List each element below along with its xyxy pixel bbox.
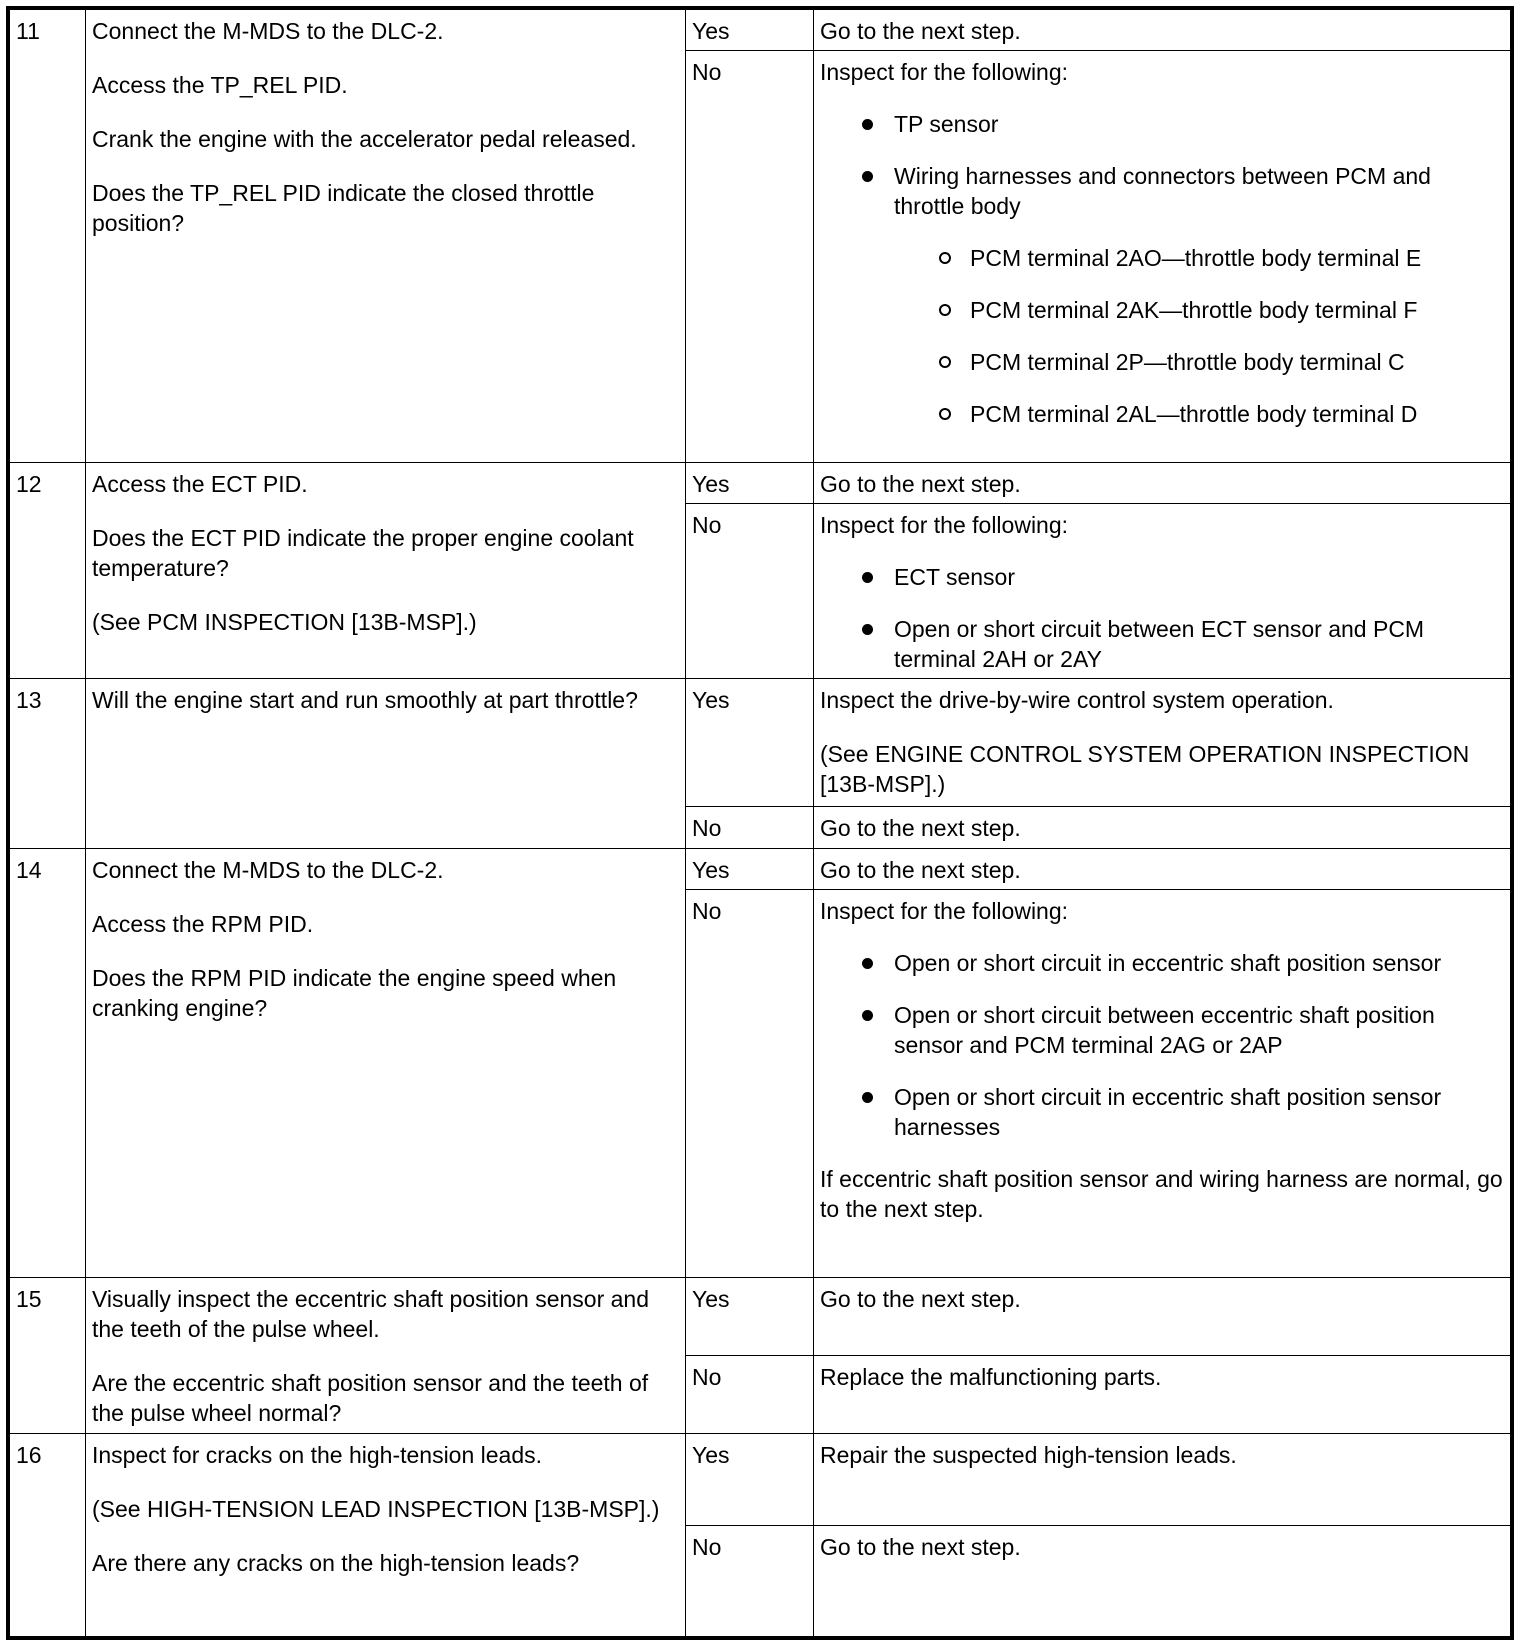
sub-bullet-item: PCM terminal 2AL—throttle body terminal D bbox=[970, 399, 1504, 429]
no-action: Inspect for the following: Open or short circuit in eccentric shaft position sensor Open or short circuit between eccentric shaft position sensor and PCM terminal 2AG or 2AP Open or short circuit in eccentric shaft position sensor harnesses If eccentric shaft position sensor and wiring harness are normal, go to the next step. bbox=[814, 890, 1511, 1278]
yes-label: Yes bbox=[686, 679, 814, 807]
sub-bullet-item: PCM terminal 2AO—throttle body terminal E bbox=[970, 243, 1504, 273]
no-label: No bbox=[686, 504, 814, 679]
step-12-yes-row bbox=[10, 463, 1511, 504]
step-description: Connect the M-MDS to the DLC-2. Access the TP_REL PID. Crank the engine with the accelerator pedal released. Does the TP_REL PID indicate the closed throttle position? bbox=[86, 10, 686, 463]
no-action: Inspect for the following: TP sensor Wiring harnesses and connectors between PCM and throttle body PCM terminal 2AO—throttle body terminal E PCM terminal 2AK—throttle body terminal F PCM terminal 2P—throttle body terminal C PCM terminal 2AL—throttle body terminal D bbox=[814, 51, 1511, 463]
yes-label: Yes bbox=[686, 1278, 814, 1356]
yes-action: Inspect the drive-by-wire control system operation. (See ENGINE CONTROL SYSTEM OPERATION INSPECTION [13B-MSP].) bbox=[814, 679, 1511, 807]
note: If eccentric shaft position sensor and wiring harness are normal, go to the next step. bbox=[820, 1166, 1503, 1222]
bullet-item: Open or short circuit between ECT sensor and PCM terminal 2AH or 2AY bbox=[894, 614, 1504, 674]
yes-action: Repair the suspected high-tension leads. bbox=[814, 1434, 1511, 1526]
step-description: Will the engine start and run smoothly at part throttle? bbox=[86, 679, 686, 849]
step-number: 15 bbox=[10, 1278, 86, 1434]
yes-label: Yes bbox=[686, 10, 814, 51]
step-15-yes-row bbox=[10, 1278, 1511, 1356]
step-description: Connect the M-MDS to the DLC-2. Access the RPM PID. Does the RPM PID indicate the engine speed when cranking engine? bbox=[86, 849, 686, 1278]
step-11-yes-row bbox=[10, 10, 1511, 51]
step-number: 14 bbox=[10, 849, 86, 1278]
sub-bullet-item: PCM terminal 2AK—throttle body terminal F bbox=[970, 295, 1504, 325]
no-label: No bbox=[686, 51, 814, 463]
yes-action: Go to the next step. bbox=[814, 849, 1511, 890]
step-description: Access the ECT PID. Does the ECT PID indicate the proper engine coolant temperature? (See PCM INSPECTION [13B-MSP].) bbox=[86, 463, 686, 679]
no-action: Go to the next step. bbox=[814, 807, 1511, 849]
step-number: 11 bbox=[10, 10, 86, 463]
step-description: Inspect for cracks on the high-tension leads. (See HIGH-TENSION LEAD INSPECTION [13B-MSP].) Are there any cracks on the high-tension leads? bbox=[86, 1434, 686, 1637]
no-label: No bbox=[686, 1526, 814, 1637]
step-13-yes-row bbox=[10, 679, 1511, 807]
no-label: No bbox=[686, 807, 814, 849]
bullet-item: Open or short circuit in eccentric shaft position sensor bbox=[894, 948, 1504, 978]
bullet-list bbox=[820, 948, 1504, 1142]
no-label: No bbox=[686, 1356, 814, 1434]
bullet-item: Open or short circuit in eccentric shaft position sensor harnesses bbox=[894, 1082, 1504, 1142]
bullet-item: Wiring harnesses and connectors between PCM and throttle body PCM terminal 2AO—throttle body terminal E PCM terminal 2AK—throttle body terminal F PCM terminal 2P—throttle body terminal C PCM terminal 2AL—throttle body terminal D bbox=[894, 161, 1504, 429]
diagnostic-procedure-table bbox=[9, 9, 1511, 1637]
yes-action: Go to the next step. bbox=[814, 1278, 1511, 1356]
step-description: Visually inspect the eccentric shaft position sensor and the teeth of the pulse wheel. Are the eccentric shaft position sensor and the teeth of the pulse wheel normal? bbox=[86, 1278, 686, 1434]
no-action: Inspect for the following: ECT sensor Open or short circuit between ECT sensor and PCM terminal 2AH or 2AY bbox=[814, 504, 1511, 679]
bullet-list bbox=[820, 562, 1504, 674]
sub-bullet-list bbox=[894, 243, 1504, 429]
yes-label: Yes bbox=[686, 849, 814, 890]
step-14-yes-row bbox=[10, 849, 1511, 890]
bullet-item: ECT sensor bbox=[894, 562, 1504, 592]
step-number: 12 bbox=[10, 463, 86, 679]
bullet-item: TP sensor bbox=[894, 109, 1504, 139]
bullet-list bbox=[820, 109, 1504, 429]
sub-bullet-item: PCM terminal 2P—throttle body terminal C bbox=[970, 347, 1504, 377]
step-number: 13 bbox=[10, 679, 86, 849]
yes-action: Go to the next step. bbox=[814, 10, 1511, 51]
no-label: No bbox=[686, 890, 814, 1278]
yes-label: Yes bbox=[686, 1434, 814, 1526]
step-number: 16 bbox=[10, 1434, 86, 1637]
yes-label: Yes bbox=[686, 463, 814, 504]
bullet-item: Open or short circuit between eccentric shaft position sensor and PCM terminal 2AG or 2AP bbox=[894, 1000, 1504, 1060]
yes-action: Go to the next step. bbox=[814, 463, 1511, 504]
no-action: Go to the next step. bbox=[814, 1526, 1511, 1637]
step-16-yes-row bbox=[10, 1434, 1511, 1526]
diagnostic-table-frame bbox=[6, 6, 1514, 1640]
no-action: Replace the malfunctioning parts. bbox=[814, 1356, 1511, 1434]
